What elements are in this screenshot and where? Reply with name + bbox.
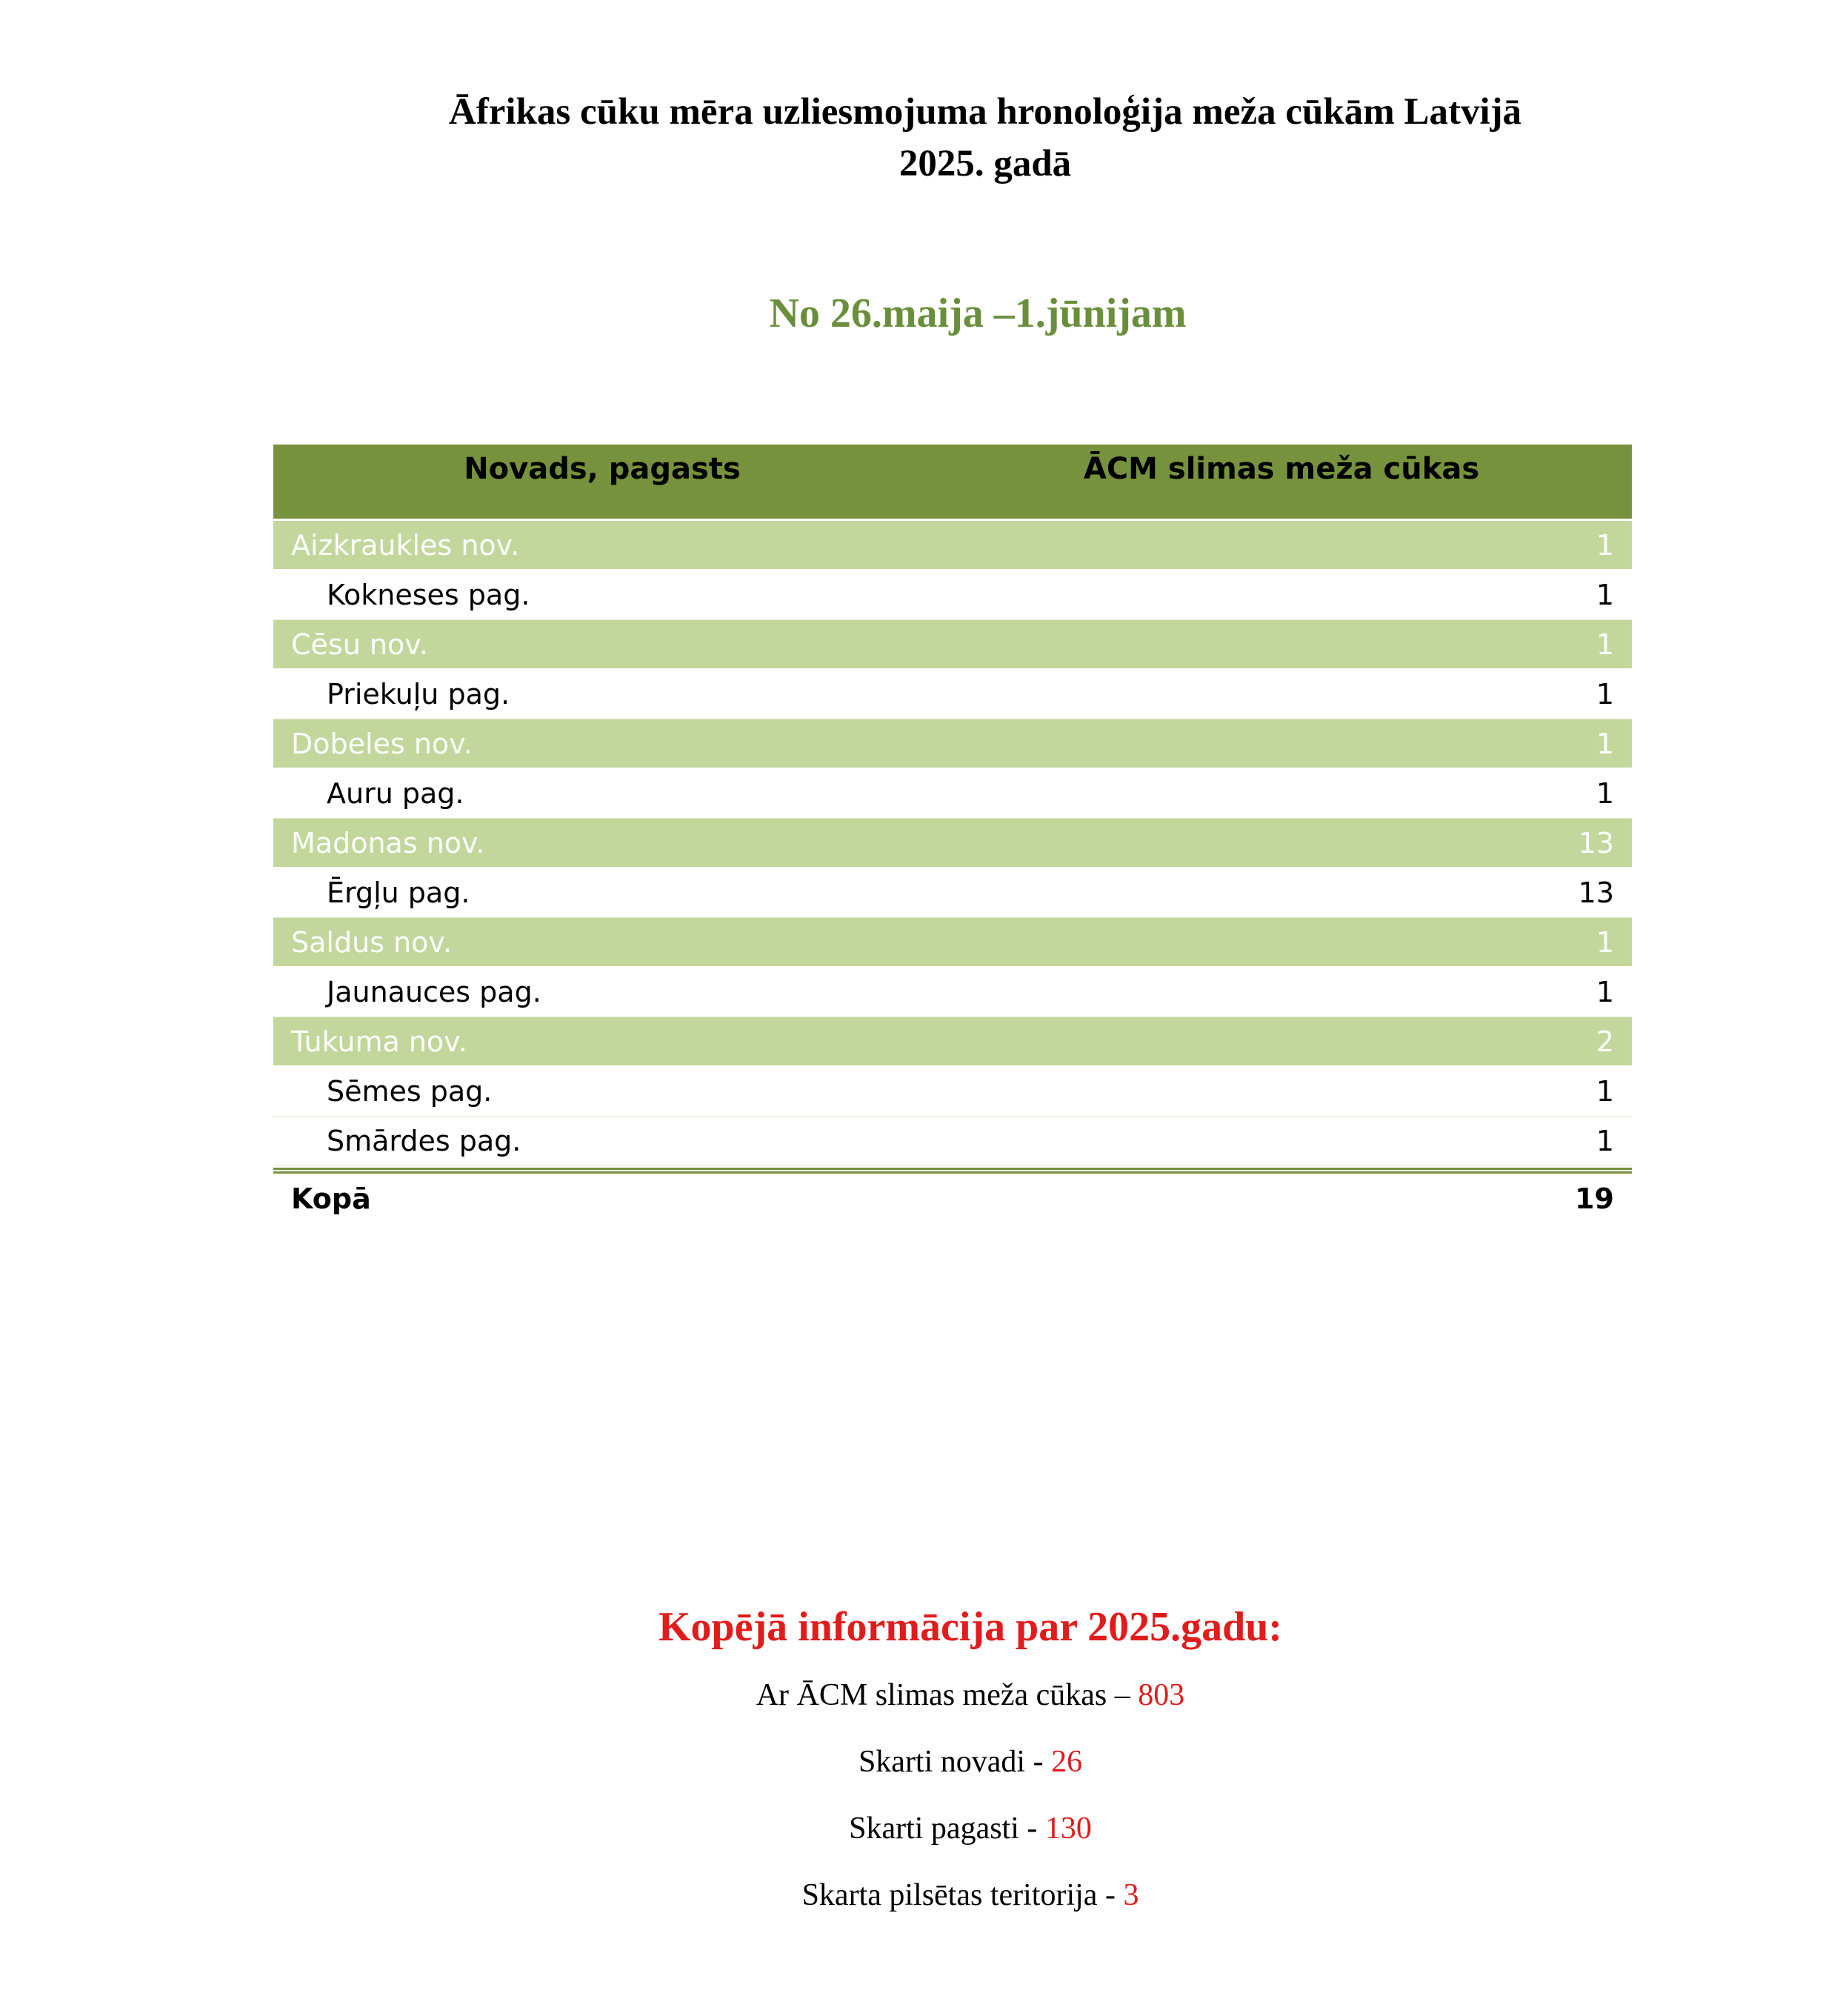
column-header-region: Novads, pagasts: [464, 452, 741, 486]
cases-table: [273, 445, 1632, 1224]
summary-value: 803: [1138, 1678, 1185, 1712]
pagasts-value: 13: [1578, 876, 1614, 909]
summary-value: 130: [1044, 1812, 1092, 1846]
pagasts-value: 1: [1596, 1075, 1614, 1108]
novads-name: Madonas nov.: [291, 826, 485, 859]
table-header: [273, 445, 1632, 521]
pagasts-value: 1: [1596, 579, 1614, 611]
table-row-pagasts: [273, 1067, 1632, 1117]
novads-value: 2: [1596, 1025, 1614, 1058]
table-row-pagasts: [273, 769, 1632, 819]
summary-label: Skarta pilsētas teritorija -: [801, 1878, 1124, 1912]
table-row-pagasts: [273, 1117, 1632, 1166]
summary-title: Kopējā informācija par 2025.gadu:: [658, 1604, 1283, 1650]
total-separator: [273, 1168, 1632, 1174]
novads-value: 1: [1596, 727, 1614, 760]
summary-line-parishes: [474, 1806, 1467, 1851]
table-row-novads: [273, 1017, 1632, 1067]
pagasts-name: Kokneses pag.: [327, 579, 530, 611]
summary-label: Skarti novadi -: [858, 1745, 1052, 1779]
summary-line-sick-boars: [474, 1673, 1467, 1717]
novads-name: Aizkraukles nov.: [291, 528, 520, 562]
pagasts-name: Auru pag.: [327, 777, 464, 810]
table-row-novads: [273, 918, 1632, 968]
summary-value: 26: [1051, 1745, 1083, 1779]
table-row-novads: [273, 521, 1632, 570]
pagasts-value: 1: [1596, 678, 1614, 711]
document-title: [296, 86, 1674, 190]
pagasts-name: Ērgļu pag.: [327, 876, 470, 909]
summary-label: Skarti pagasti -: [849, 1812, 1045, 1846]
table-row-pagasts: [273, 670, 1632, 719]
total-label: Kopā: [291, 1182, 371, 1215]
table-row-pagasts: [273, 968, 1632, 1017]
novads-name: Saldus nov.: [291, 925, 452, 959]
pagasts-name: Jaunauces pag.: [327, 976, 541, 1008]
pagasts-name: Priekuļu pag.: [327, 678, 510, 711]
table-row-novads: [273, 819, 1632, 868]
pagasts-value: 1: [1596, 976, 1614, 1008]
document-title-line-1: Āfrikas cūku mēra uzliesmojuma hronoloģija meža cūkām Latvijā: [448, 91, 1522, 133]
novads-name: Tukuma nov.: [291, 1025, 467, 1058]
table-body: [273, 521, 1632, 1166]
pagasts-name: Smārdes pag.: [327, 1125, 521, 1157]
summary-value: 3: [1123, 1878, 1139, 1912]
novads-value: 1: [1596, 925, 1614, 959]
pagasts-value: 1: [1596, 1125, 1614, 1157]
novads-value: 13: [1578, 826, 1614, 859]
novads-value: 1: [1596, 528, 1614, 562]
novads-value: 1: [1596, 628, 1614, 661]
summary-section: [474, 1600, 1467, 1940]
table-row-pagasts: [273, 570, 1632, 620]
novads-name: Cēsu nov.: [291, 628, 428, 661]
period-heading: No 26.maija –1.jūnijam: [769, 290, 1187, 336]
table-total-row: [273, 1174, 1632, 1224]
novads-name: Dobeles nov.: [291, 727, 473, 760]
document-title-line-2: 2025. gadā: [899, 143, 1072, 184]
pagasts-name: Sēmes pag.: [327, 1075, 493, 1108]
summary-label: Ar ĀCM slimas meža cūkas –: [756, 1678, 1138, 1712]
column-header-cases: ĀCM slimas meža cūkas: [1083, 452, 1480, 486]
summary-line-municipalities: [474, 1740, 1467, 1784]
pagasts-value: 1: [1596, 777, 1614, 810]
table-row-novads: [273, 719, 1632, 769]
table-row-novads: [273, 620, 1632, 670]
total-value: 19: [1575, 1182, 1614, 1215]
table-row-pagasts: [273, 868, 1632, 918]
summary-line-city-territory: [474, 1873, 1467, 1917]
